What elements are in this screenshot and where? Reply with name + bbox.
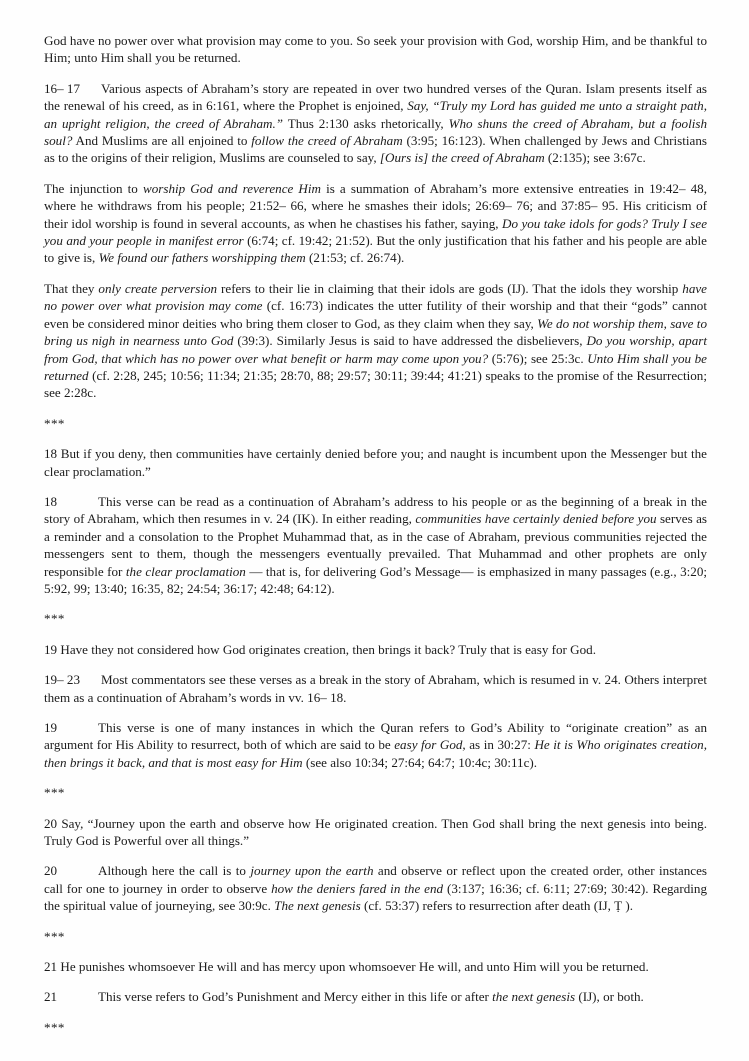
body-text: (cf. 53:37) refers to resurrection after death (IJ, Ṭ ). xyxy=(360,898,634,914)
quoted-italic-text: the clear proclamation xyxy=(125,563,246,579)
verse-number: 21 xyxy=(44,989,58,1005)
separator-3: *** xyxy=(44,785,65,801)
quoted-italic-text: only create perversion xyxy=(98,280,218,296)
body-text: as in 30:27: xyxy=(465,737,535,753)
verse-number: 18 xyxy=(44,493,58,509)
body-text: (3:137; 16:36; cf. 6:11; 27:69; 30:42). Regarding the spiritual value of journeying, see 30:9c. xyxy=(44,880,707,914)
commentary-only-create-perversion xyxy=(44,280,707,402)
body-text: (21:53; cf. 26:74). xyxy=(305,250,405,266)
body-text: This verse refers to God’s Punishment and Mercy either in this life or after xyxy=(98,989,493,1005)
separator-1: *** xyxy=(44,415,65,431)
body-text: (6:74; cf. 19:42; 21:52). But the only justification that his father and his people are able to give is, xyxy=(44,233,707,266)
commentary-18 xyxy=(44,493,707,597)
quoted-italic-text: We do not worship them, save to bring us nigh in nearness unto God xyxy=(44,315,707,349)
body-text: and observe or reflect upon the created order, other instances call for one to journey in order to observe xyxy=(44,863,708,896)
body-text: (cf. 16:73) indicates the utter futility of their worship and that their “gods” cannot even be considered minor deities who bring them closer to God, as they claim when they say, xyxy=(44,298,707,331)
quoted-italic-text: Who shuns the creed of Abraham, but a foolish soul? xyxy=(44,115,707,149)
quoted-italic-text: Unto Him shall you be returned xyxy=(44,350,707,383)
body-text: God have no power over what provision may come to you. So seek your provision with God, worship Him, and be thankful to Him; unto Him shall you be returned. xyxy=(44,33,707,66)
quoted-italic-text: journey upon the earth xyxy=(250,863,374,879)
body-text: — that is, for delivering God’s Message— is emphasized in many passages (e.g., 3:20; 5:92, 99; 13:40; 16:35, 82; 24:54; 36:17; 42:48; 64:12). xyxy=(44,563,708,596)
body-text: This verse can be read as a continuation of Abraham’s address to his people or as the beginning of a break in the story of Abraham, which then resumes in v. 24 (IK). In either reading, xyxy=(44,493,707,527)
verse-number: 19– 23 xyxy=(44,672,81,688)
body-text: Although here the call is to xyxy=(98,863,251,879)
body-text: (3:95; 16:123). When challenged by Jews and Christians as to the origins of their religion, Muslims are counseled to say, xyxy=(44,133,707,166)
quoted-italic-text: He it is Who originates creation, then brings it back, and that is most easy for Him xyxy=(44,737,707,770)
body-text: 21 He punishes whomsoever He will and has mercy upon whomsoever He will, and unto Him will you be returned. xyxy=(44,959,649,975)
body-text: (IJ), or both. xyxy=(575,989,644,1005)
quoted-italic-text: worship God and reverence Him xyxy=(142,180,321,196)
verse-18-translation xyxy=(44,445,707,480)
body-text: That they xyxy=(44,280,99,296)
verse-21-translation xyxy=(44,958,707,975)
verse-number: 16– 17 xyxy=(44,80,81,96)
commentary-19 xyxy=(44,719,707,771)
quoted-italic-text: Do you take idols for gods? Truly I see you and your people in manifest error xyxy=(44,215,708,249)
quoted-italic-text: communities have certainly denied before you xyxy=(415,511,657,527)
quoted-italic-text: Say, “Truly my Lord has guided me unto a straight path, an upright religion, the creed of Abraham.” xyxy=(44,98,708,131)
quoted-italic-text: how the deniers fared in the end xyxy=(271,880,444,896)
verse-number: 19 xyxy=(44,720,58,735)
body-text: Various aspects of Abraham’s story are repeated in over two hundred verses of the Quran. Islam presents itself as the renewal of his creed, as in 6:161, where the Prophet is enjoined, xyxy=(44,80,707,114)
quoted-italic-text: We found our fathers worshipping them xyxy=(98,250,306,266)
body-text: The injunction to xyxy=(44,180,143,196)
text-column xyxy=(44,32,707,1036)
quoted-italic-text: have no power over what provision may come xyxy=(44,280,707,314)
commentary-20 xyxy=(44,862,707,914)
separator-2: *** xyxy=(44,611,65,627)
body-text: (5:76); see 25:3c. xyxy=(488,350,588,366)
separator-5: *** xyxy=(44,1019,65,1035)
body-text: is a summation of Abraham’s more extensive entreaties in 19:42– 48, where he withdraws from his people; 21:52– 66, where he smashes their idols; 26:69– 76; and 37:85– 95. His criticism of their idol worship is found in several accounts, as when he chastises his father, saying, xyxy=(44,180,707,231)
quoted-italic-text: [Ours is] the creed of Abraham xyxy=(379,150,545,166)
quoted-italic-text: follow the creed of Abraham xyxy=(251,133,403,149)
body-text: serves as a reminder and a consolation to the Prophet Muhammad that, as in the case of Abraham, previous communities rejected the messengers sent to them, though the messengers eventually prevailed. That Muhammad and other prophets are only responsible for xyxy=(44,511,707,579)
quoted-italic-text: the next genesis xyxy=(492,989,576,1005)
body-text: Thus 2:130 asks rhetorically, xyxy=(283,115,449,131)
body-text: 20 Say, “Journey upon the earth and observe how He originated creation. Then God shall bring the next genesis into being. Truly God is Powerful over all things.” xyxy=(44,815,707,849)
body-text: Most commentators see these verses as a break in the story of Abraham, which is resumed in v. 24. Others interpret them as a continuation of Abraham’s words in vv. 16– 18. xyxy=(44,672,707,705)
verse-16-17-translation-tail xyxy=(44,32,707,67)
body-text: (cf. 2:28, 245; 10:56; 11:34; 21:35; 28:70, 88; 29:57; 30:11; 39:44; 41:21) speaks to the promise of the Resurrection; see 2:28c. xyxy=(44,367,707,401)
body-text: refers to their lie in claiming that their idols are gods (IJ). That the idols they worship xyxy=(217,280,683,296)
body-text: 18 But if you deny, then communities have certainly denied before you; and naught is incumbent upon the Messenger but the clear proclamation.” xyxy=(44,446,707,479)
verse-19-translation xyxy=(44,641,707,658)
separator-4: *** xyxy=(44,928,65,944)
quoted-italic-text: The next genesis xyxy=(274,898,361,914)
body-text: This verse is one of many instances in which the Quran refers to God’s Ability to “originate creation” as an argument for His Ability to resurrect, both of which are said to be xyxy=(44,720,707,753)
commentary-21 xyxy=(44,988,707,1005)
commentary-19-23 xyxy=(44,671,707,706)
body-text: (39:3). Similarly Jesus is said to have addressed the disbelievers, xyxy=(233,333,587,349)
body-text: And Muslims are all enjoined to xyxy=(72,133,252,149)
commentary-16-17 xyxy=(44,80,707,167)
quoted-italic-text: easy for God, xyxy=(394,737,466,753)
commentary-worship-god-reverence-him xyxy=(44,180,707,267)
body-text: (2:135); see 3:67c. xyxy=(544,150,646,166)
quoted-italic-text: Do you worship, apart from God, that which has no power over what benefit or harm may come upon you? xyxy=(44,333,708,366)
body-text: 19 Have they not considered how God originates creation, then brings it back? Truly that is easy for God. xyxy=(44,641,597,657)
verse-number: 20 xyxy=(44,863,58,879)
verse-20-translation xyxy=(44,815,707,850)
body-text: (see also 10:34; 27:64; 64:7; 10:4c; 30:11c). xyxy=(302,754,538,770)
